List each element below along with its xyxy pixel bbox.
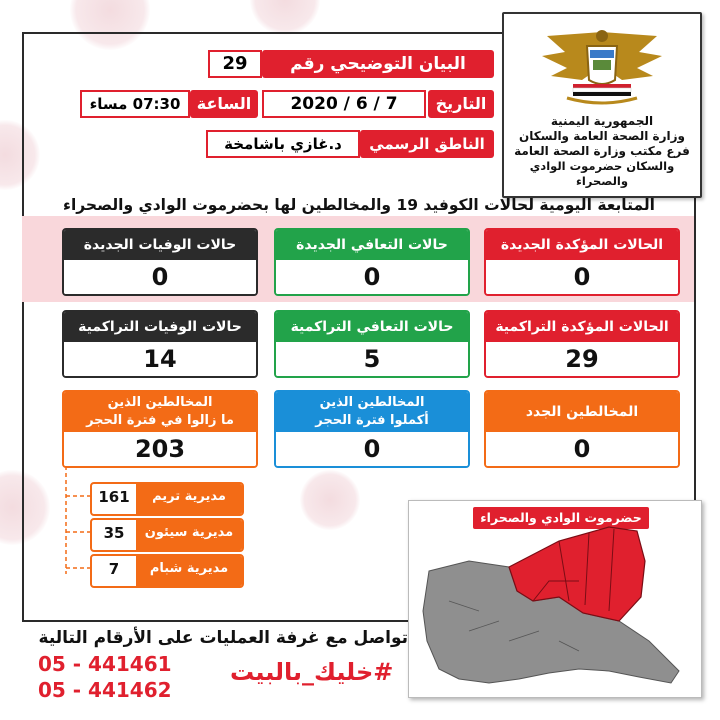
card-value: 0 bbox=[486, 432, 678, 466]
card-value: 0 bbox=[64, 260, 256, 294]
statement-number: 29 bbox=[208, 50, 262, 78]
card-cumulative-deaths bbox=[62, 310, 258, 378]
stay-home-hashtag: #خليك_بالبيت bbox=[230, 658, 394, 686]
date-value: 2020 / 6 / 7 bbox=[262, 90, 426, 118]
card-label-line-1: المخالطين الذين bbox=[319, 395, 425, 410]
card-value: 5 bbox=[276, 342, 468, 376]
card-label: حالات الوفيات الجديدة bbox=[64, 230, 256, 260]
agency-card bbox=[502, 12, 702, 198]
district-label: مديرية تريم bbox=[136, 484, 242, 514]
card-cumulative-recovered bbox=[274, 310, 470, 378]
district-row bbox=[90, 554, 244, 588]
card-label: حالات التعافي الجديدة bbox=[276, 230, 468, 260]
agency-line-2: وزارة الصحة العامة والسكان bbox=[519, 129, 685, 143]
card-value: 14 bbox=[64, 342, 256, 376]
card-value: 0 bbox=[486, 260, 678, 294]
time-value: 07:30 مساء bbox=[80, 90, 190, 118]
footer-contact-text: تواصل مع غرفة العمليات على الأرقام التالية bbox=[38, 628, 408, 648]
card-label: حالات الوفيات التراكمية bbox=[64, 312, 256, 342]
district-label: مديرية شبام bbox=[136, 556, 242, 586]
card-new-deaths bbox=[62, 228, 258, 296]
card-completed-contacts bbox=[274, 390, 470, 468]
agency-line-3: فرع مكتب وزارة الصحة العامة bbox=[514, 144, 690, 158]
district-value: 35 bbox=[103, 524, 125, 542]
card-label-line-2: ما زالوا في فترة الحجر bbox=[86, 413, 234, 428]
card-value: 29 bbox=[486, 342, 678, 376]
card-new-confirmed bbox=[484, 228, 680, 296]
card-label-line-2: أكملوا فترة الحجر bbox=[315, 413, 429, 428]
yemen-map-icon bbox=[409, 501, 701, 697]
card-value: 203 bbox=[64, 432, 256, 466]
card-value: 0 bbox=[276, 432, 468, 466]
card-new-contacts bbox=[484, 390, 680, 468]
date-label: التاريخ bbox=[428, 90, 494, 118]
district-label: مديرية سيئون bbox=[136, 520, 242, 550]
card-label: الحالات المؤكدة التراكمية bbox=[486, 312, 678, 342]
agency-line-4: والسكان حضرموت الوادي والصحراء bbox=[529, 159, 675, 188]
card-label: الحالات المؤكدة الجديدة bbox=[486, 230, 678, 260]
district-value: 161 bbox=[98, 488, 130, 506]
card-cumulative-confirmed bbox=[484, 310, 680, 378]
time-label: الساعة bbox=[190, 90, 258, 118]
statement-label: البيان التوضيحي رقم bbox=[262, 50, 494, 78]
spokesperson-label: الناطق الرسمي bbox=[360, 130, 494, 158]
card-label: المخالطين الجدد bbox=[486, 392, 678, 432]
card-label-line-1: المخالطين الذين bbox=[107, 395, 213, 410]
hotline-phone-2: 05 - 441462 bbox=[38, 678, 172, 702]
hotline-phone-1: 05 - 441461 bbox=[38, 652, 172, 676]
eagle-emblem-icon bbox=[527, 22, 677, 110]
agency-line-1: الجمهورية اليمنية bbox=[550, 114, 654, 128]
card-new-recovered bbox=[274, 228, 470, 296]
map-card bbox=[408, 500, 702, 698]
card-quarantine-contacts bbox=[62, 390, 258, 468]
main-title: المتابعة اليومية لحالات الكوفيد 19 والمخالطين لها بحضرموت الوادي والصحراء bbox=[63, 196, 655, 214]
district-value: 7 bbox=[108, 560, 120, 578]
virus-decoration bbox=[250, 0, 320, 35]
card-value: 0 bbox=[276, 260, 468, 294]
district-row bbox=[90, 482, 244, 516]
map-title: حضرموت الوادي والصحراء bbox=[473, 507, 649, 529]
spokesperson-name: د.غازي باشامخة bbox=[206, 130, 360, 158]
card-label: حالات التعافي التراكمية bbox=[276, 312, 468, 342]
district-row bbox=[90, 518, 244, 552]
